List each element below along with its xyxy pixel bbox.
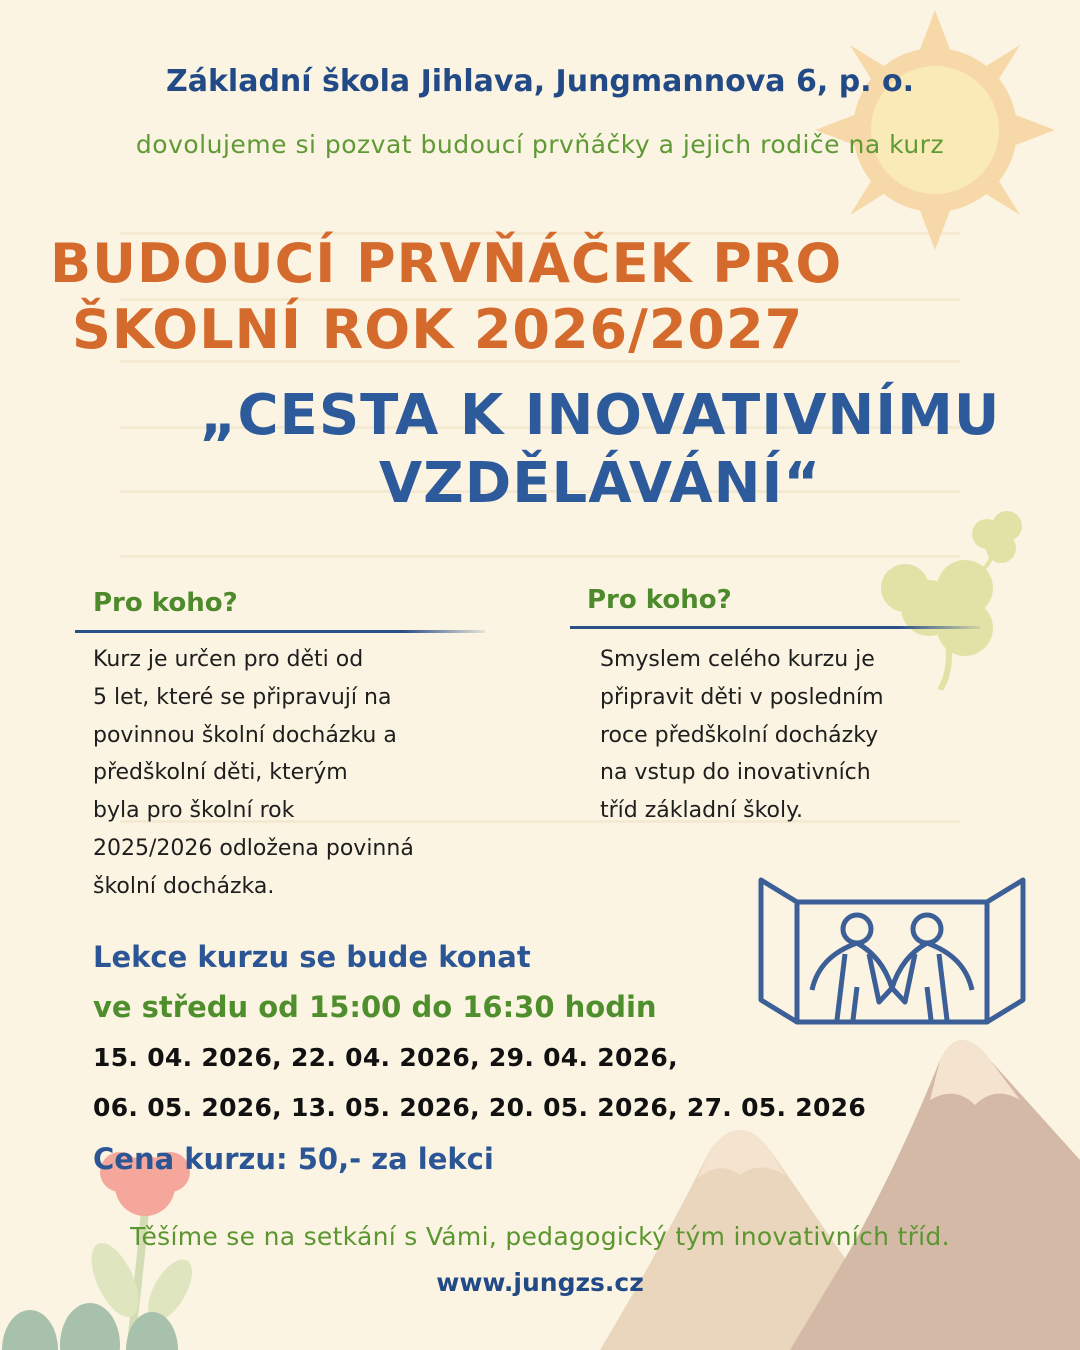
course-subtitle-line1: „CESTA K INOVATIVNÍMU <box>199 383 1001 448</box>
clover-icon <box>865 500 1035 690</box>
bushes <box>0 1290 200 1350</box>
text-line: 5 let, které se připravují na <box>93 684 392 710</box>
text-line: povinnou školní docházku a <box>93 722 397 748</box>
invitation-text: dovolujeme si pozvat budoucí prvňáčky a jejich rodiče na kurz <box>135 130 945 159</box>
background-rule <box>120 555 960 558</box>
text-line: 2025/2026 odložena povinná <box>93 835 414 861</box>
school-name: Základní škola Jihlava, Jungmannova 6, p. o. <box>165 64 915 99</box>
dates-line1: 15. 04. 2026, 22. 04. 2026, 29. 04. 2026, <box>93 1043 678 1072</box>
left-heading-underline <box>75 630 485 633</box>
text-line: byla pro školní rok <box>93 798 295 824</box>
text-line: tříd základní školy. <box>600 798 803 824</box>
left-column-text <box>93 641 414 906</box>
schedule-line2: ve středu od 15:00 do 16:30 hodin <box>93 990 657 1024</box>
right-heading-underline <box>570 626 980 629</box>
course-price: Cena kurzu: 50,- za lekci <box>93 1142 494 1176</box>
text-line: předškolní děti, kterým <box>93 760 348 786</box>
text-line: Kurz je určen pro děti od <box>93 647 364 672</box>
text-line: připravit děti v posledním <box>600 684 884 710</box>
text-line: na vstup do inovativních <box>600 760 871 786</box>
schedule-line1: Lekce kurzu se bude konat <box>93 940 531 974</box>
text-line: Smyslem celého kurzu je <box>600 647 875 672</box>
course-subtitle-line2: VZDĚLÁVÁNÍ“ <box>378 451 822 516</box>
closing-text: Těšíme se na setkání s Vámi, pedagogický tým inovativních tříd. <box>130 1222 950 1251</box>
right-column-text <box>600 641 884 830</box>
course-title-line1: BUDOUCÍ PRVŇÁČEK PRO <box>50 232 843 295</box>
course-title-line2: ŠKOLNÍ ROK 2026/2027 <box>72 298 804 361</box>
school-logo-icon <box>757 872 1027 1052</box>
right-column-heading: Pro koho? <box>587 585 732 615</box>
left-column-heading: Pro koho? <box>93 588 238 618</box>
text-line: roce předškolní docházky <box>600 722 879 748</box>
website-link[interactable]: www.jungzs.cz <box>436 1268 644 1297</box>
dates-line2: 06. 05. 2026, 13. 05. 2026, 20. 05. 2026, 27. 05. 2026 <box>93 1093 867 1122</box>
text-line: školní docházka. <box>93 873 275 899</box>
